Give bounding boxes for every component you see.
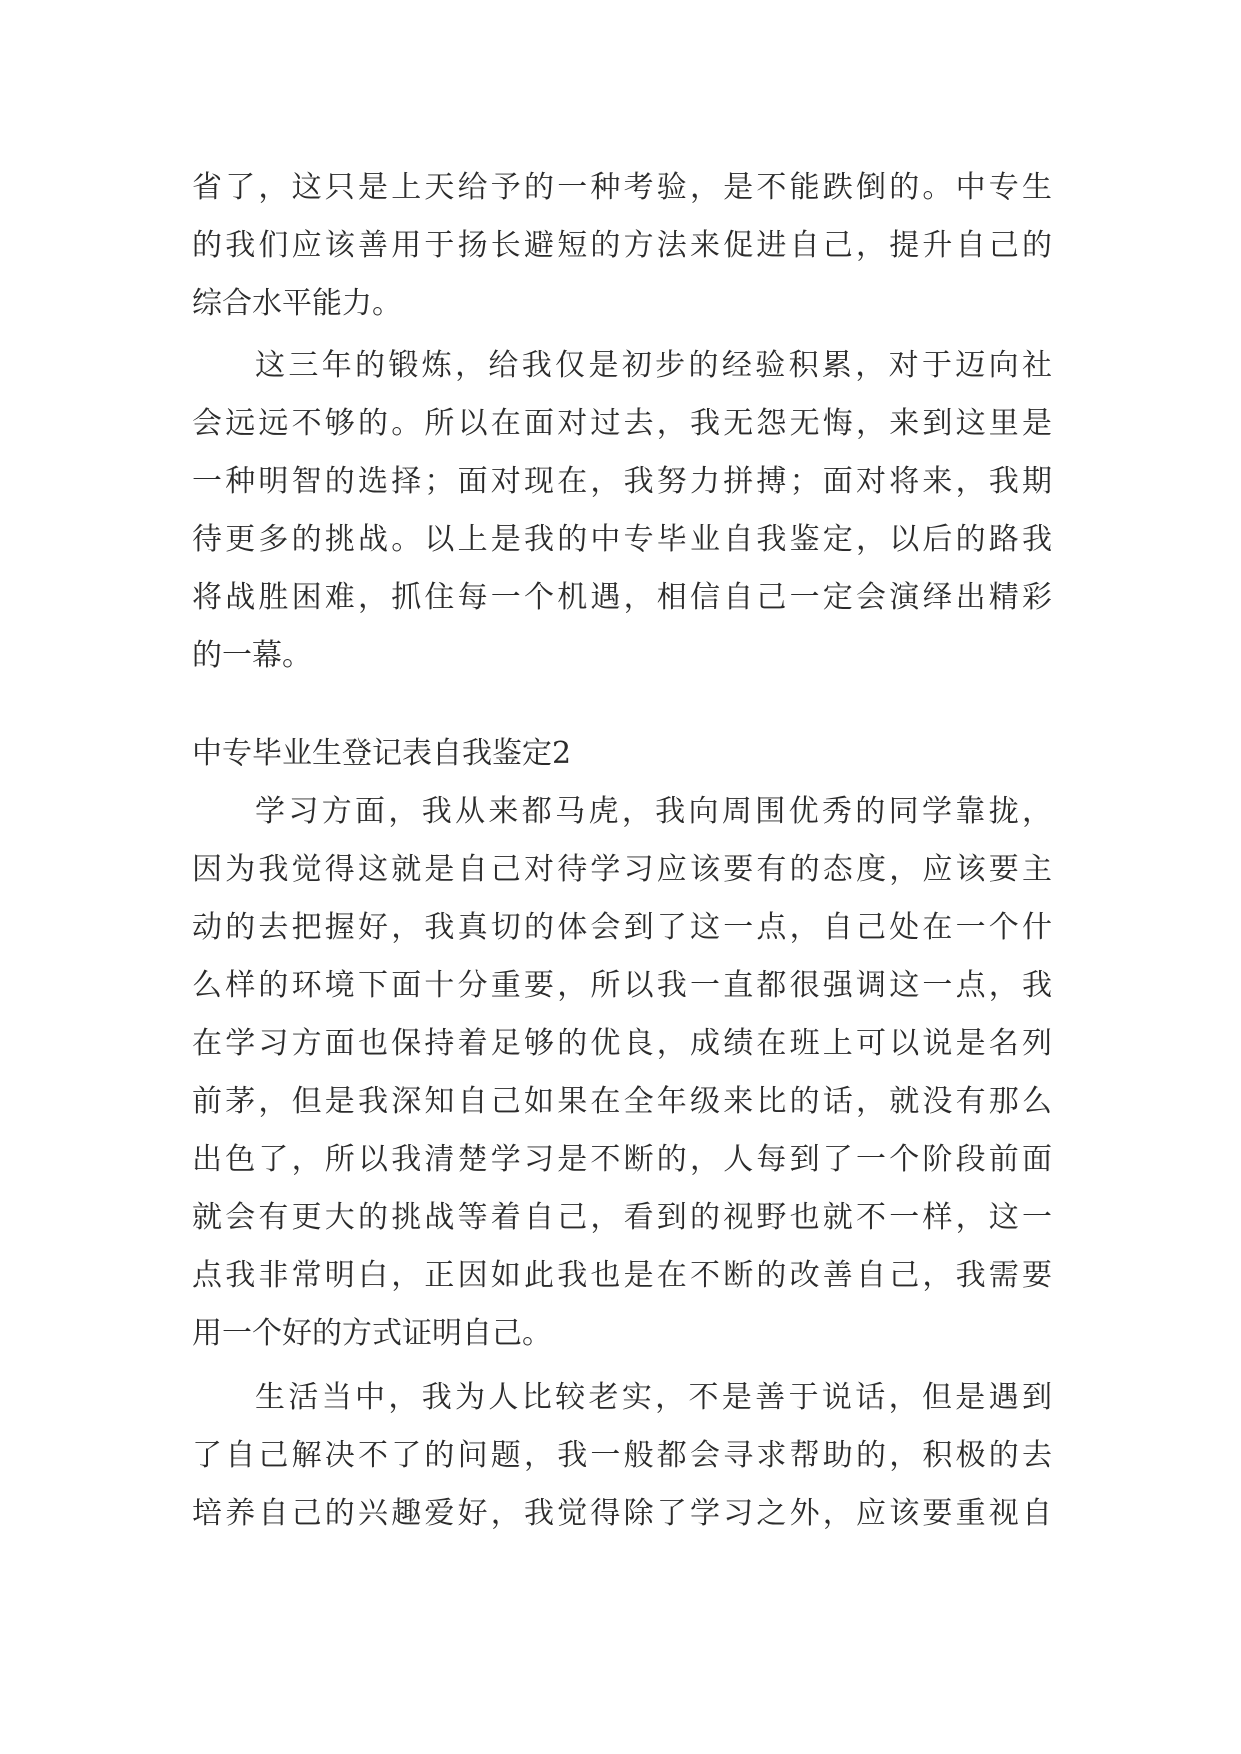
- text-line: 待更多的挑战。以上是我的中专毕业自我鉴定，以后的路我: [192, 522, 1052, 557]
- text-line: 综合水平能力。: [192, 286, 402, 321]
- text-line: 的我们应该善用于扬长避短的方法来促进自己，提升自己的: [192, 228, 1052, 263]
- text-line: 么样的环境下面十分重要，所以我一直都很强调这一点，我: [192, 968, 1052, 1003]
- text-line: 用一个好的方式证明自己。: [192, 1316, 552, 1351]
- text-line: 就会有更大的挑战等着自己，看到的视野也就不一样，这一: [192, 1200, 1052, 1235]
- text-line: 前茅，但是我深知自己如果在全年级来比的话，就没有那么: [192, 1084, 1052, 1119]
- text-line: 动的去把握好，我真切的体会到了这一点，自己处在一个什: [192, 910, 1052, 945]
- text-line: 出色了，所以我清楚学习是不断的，人每到了一个阶段前面: [192, 1142, 1052, 1177]
- text-line: 的一幕。: [192, 638, 312, 673]
- text-line: 会远远不够的。所以在面对过去，我无怨无悔，来到这里是: [192, 406, 1052, 441]
- text-line: 这三年的锻炼，给我仅是初步的经验积累，对于迈向社: [255, 348, 1052, 383]
- text-line: 点我非常明白，正因如此我也是在不断的改善自己，我需要: [192, 1258, 1052, 1293]
- text-line: 培养自己的兴趣爱好，我觉得除了学习之外，应该要重视自: [192, 1496, 1052, 1531]
- section-title: 中专毕业生登记表自我鉴定2: [192, 736, 572, 771]
- text-line: 学习方面，我从来都马虎，我向周围优秀的同学靠拢，: [255, 794, 1052, 829]
- text-line: 在学习方面也保持着足够的优良，成绩在班上可以说是名列: [192, 1026, 1052, 1061]
- text-line: 将战胜困难，抓住每一个机遇，相信自己一定会演绎出精彩: [192, 580, 1052, 615]
- text-line: 生活当中，我为人比较老实，不是善于说话，但是遇到: [255, 1380, 1052, 1415]
- text-line: 省了，这只是上天给予的一种考验，是不能跌倒的。中专生: [192, 170, 1052, 205]
- text-line: 了自己解决不了的问题，我一般都会寻求帮助的，积极的去: [192, 1438, 1052, 1473]
- text-line: 一种明智的选择；面对现在，我努力拼搏；面对将来，我期: [192, 464, 1052, 499]
- text-line: 因为我觉得这就是自己对待学习应该要有的态度，应该要主: [192, 852, 1052, 887]
